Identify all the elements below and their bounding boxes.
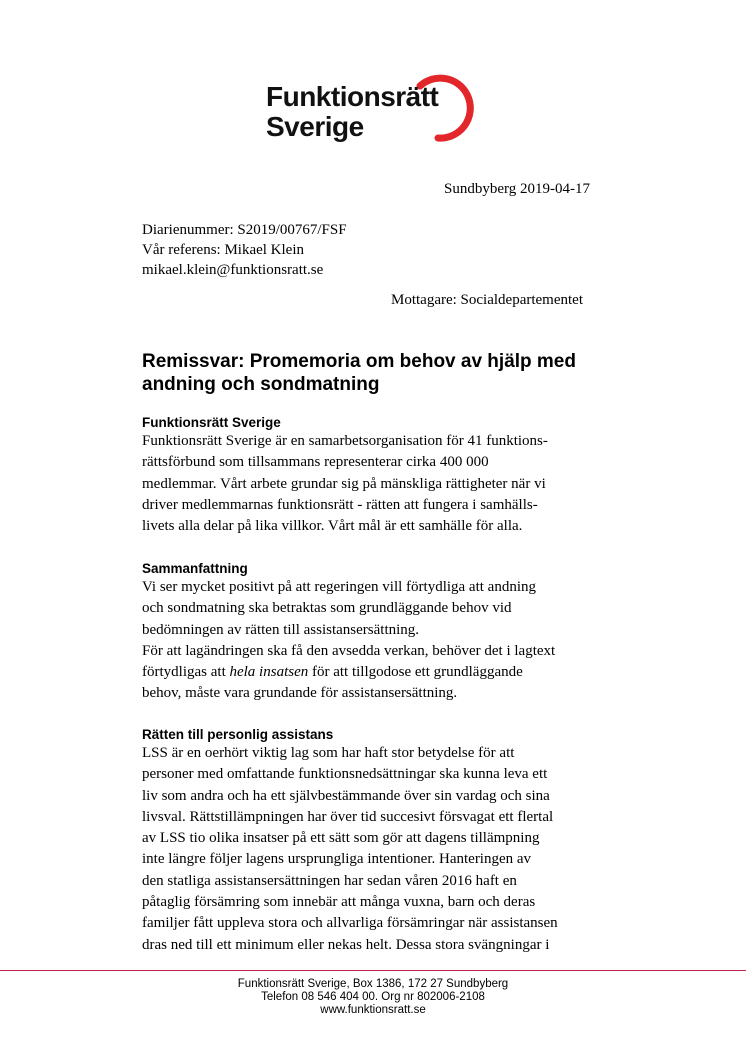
body-line: påtaglig försämring som innebär att många vuxna, barn och deras <box>142 894 536 911</box>
logo-line2: Sverige <box>266 111 364 142</box>
body-line: medlemmar. Vårt arbete grundar sig på mänskliga rättigheter när vi <box>142 475 546 492</box>
reference-block <box>142 220 347 280</box>
diarienummer: Diarienummer: S2019/00767/FSF <box>142 222 347 238</box>
body-line: av LSS tio olika insatser på ett sätt som gör att dagens tillämpning <box>142 830 540 847</box>
body-line: LSS är en oerhört viktig lag som har haft stor betydelse för att <box>142 745 515 761</box>
title-line: Remissvar: Promemoria om behov av hjälp med <box>142 351 576 372</box>
letter-date: Sundbyberg 2019-04-17 <box>444 181 590 197</box>
body-line: personer med omfattande funktionsnedsättningar ska kunna leva ett <box>142 766 548 783</box>
section-body <box>142 743 612 956</box>
body-line: livets alla delar på lika villkor. Vårt mål är ett samhälle för alla. <box>142 518 523 535</box>
body-line: liv som andra och ha ett självbestämmande över sin vardag och sina <box>142 787 550 804</box>
section-heading: Rätten till personlig assistans <box>142 727 334 742</box>
body-text: förtydligas att <box>142 664 230 681</box>
body-line: inte längre följer lagens ursprungliga intentioner. Hanteringen av <box>142 851 532 868</box>
section-heading: Sammanfattning <box>142 561 248 576</box>
organization-logo <box>266 72 486 154</box>
body-line: livsval. Rättstillämpningen har över tid succesivt försvagat ett flertal <box>142 808 554 825</box>
section-summary <box>142 561 612 705</box>
logo-wordmark <box>266 82 438 142</box>
footer-address: Funktionsrätt Sverige, Box 1386, 172 27 Sundbyberg <box>237 978 509 990</box>
body-line <box>142 662 612 683</box>
title-line: andning och sondmatning <box>142 374 380 395</box>
logo-line1: Funktionsrätt <box>266 81 439 112</box>
body-line: driver medlemmarnas funktionsrätt - rätten att fungera i samhälls- <box>142 496 538 513</box>
body-line: dras ned till ett minimum eller nekas helt. Dessa stora svängningar i <box>142 936 550 953</box>
body-line: rättsförbund som tillsammans representerar cirka 400 000 <box>142 454 489 471</box>
body-text: för att tillgodose ett grundläggande <box>308 664 523 681</box>
body-line: bedömningen av rätten till assistansersättning. <box>142 621 420 638</box>
body-line: För att lagändringen ska få den avsedda verkan, behöver det i lagtext <box>142 642 556 659</box>
section-heading: Funktionsrätt Sverige <box>142 415 281 430</box>
body-line: Funktionsrätt Sverige är en samarbetsorganisation för 41 funktions- <box>142 433 548 449</box>
section-body <box>142 431 612 537</box>
our-reference: Vår referens: Mikael Klein <box>142 242 305 258</box>
body-line: den statliga assistansersättningen har sedan våren 2016 haft en <box>142 872 517 889</box>
body-line: behov, måste vara grundande för assistansersättning. <box>142 685 458 702</box>
body-line: och sondmatning ska betraktas som grundläggande behov vid <box>142 600 512 617</box>
body-line: Vi ser mycket positivt på att regeringen vill förtydliga att andning <box>142 579 536 595</box>
footer-phone: Telefon 08 546 404 00. Org nr 802006-2108 <box>261 991 485 1003</box>
section-assistance <box>142 727 612 956</box>
section-about <box>142 415 612 537</box>
footer-website[interactable]: www.funktionsratt.se <box>320 1004 426 1016</box>
contact-email[interactable]: mikael.klein@funktionsratt.se <box>142 262 324 278</box>
section-body <box>142 577 612 705</box>
footer-rule <box>0 970 746 971</box>
page-footer <box>0 978 746 1017</box>
body-line: familjer fått uppleva stora och allvarliga försämringar när assistansen <box>142 915 558 932</box>
emphasis-text: hela insatsen <box>229 664 309 681</box>
document-title <box>142 350 612 396</box>
recipient: Mottagare: Socialdepartementet <box>391 292 584 308</box>
